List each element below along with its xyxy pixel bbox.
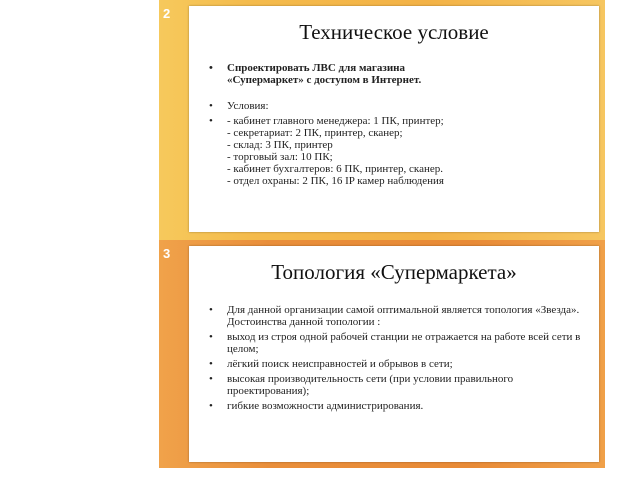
slide-title: Топология «Супермаркета» [271,260,517,284]
slide-thumbnail-2[interactable] [159,0,605,240]
slide-canvas[interactable] [189,246,599,462]
condition-item: - секретариат: 2 ПК, принтер, сканер; [227,127,403,139]
condition-item: - отдел охраны: 2 ПК, 16 IP камер наблюдения [227,175,444,187]
bullet-list [205,304,585,412]
slide-thumbnail-3[interactable] [159,240,605,468]
condition-item: - кабинет бухгалтеров: 6 ПК, принтер, сканер. [227,163,443,175]
slide-canvas[interactable] [189,6,599,232]
bullet-list [205,62,585,187]
condition-item: - склад: 3 ПК, принтер [227,139,333,151]
conditions-label: • Условия: [205,100,585,112]
slide-title: Техническое условие [299,20,489,44]
list-item: • гибкие возможности администрирования. [205,400,585,412]
task-line: «Супермаркет» с доступом в Интернет. [227,74,422,86]
list-item: • выход из строя одной рабочей станции не отражается на работе всей сети в целом; [205,331,585,355]
list-item: • Для данной организации самой оптимальной является топология «Звезда». Достоинства данной топологии : [205,304,585,328]
condition-item: • - кабинет главного менеджера: 1 ПК, принтер; [227,115,444,127]
list-item: • лёгкий поиск неисправностей и обрывов в сети; [205,358,585,370]
condition-item: - торговый зал: 10 ПК; [227,151,333,163]
list-item: • высокая производительность сети (при условии правильного проектирования); [205,373,585,397]
slide-number: 3 [163,246,171,261]
task-bullet [205,62,585,86]
task-line: • Спроектировать ЛВС для магазина [227,62,406,74]
conditions-bullet [205,115,585,187]
slide-number: 2 [163,6,171,21]
